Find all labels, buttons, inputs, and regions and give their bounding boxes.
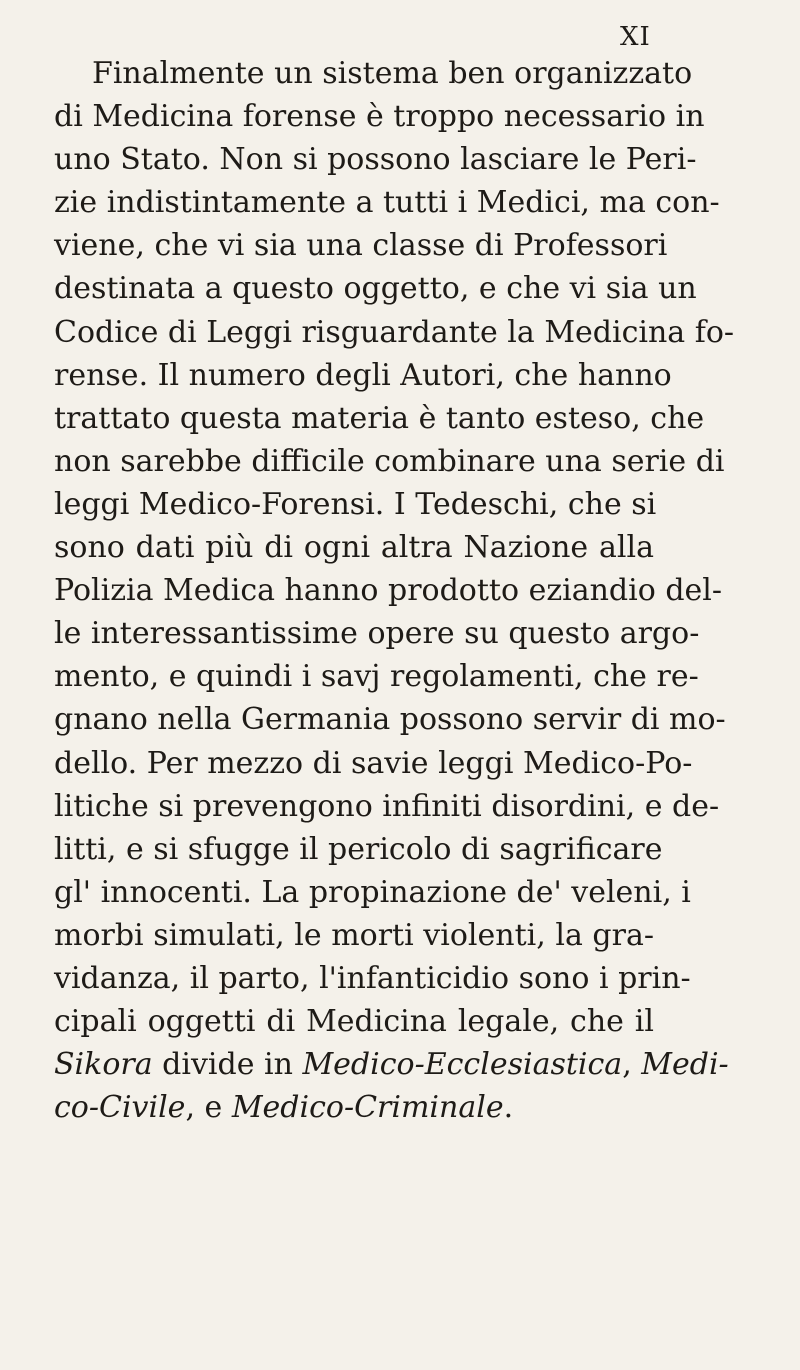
text-run: , e [185,1090,232,1126]
text-line: dello. Per mezzo di savie leggi Medico-Po- [54,745,693,781]
body-paragraph [54,52,735,1129]
author-name: Sikora [54,1047,153,1083]
text-line: morbi simulati, le morti violenti, la gra- [54,917,654,953]
term-italic: Medico-Ecclesiastica [302,1047,623,1083]
text-line: trattato questa materia è tanto esteso, che [54,400,705,436]
text-line: sono dati più di ogni altra Nazione alla [54,530,654,566]
page-number: XI [620,22,651,52]
text-line: le interessantissime opere su questo argo- [54,616,700,652]
term-italic: Medico-Criminale [231,1090,504,1126]
term-italic: co-Civile [54,1090,186,1126]
text-line: rense. Il numero degli Autori, che hanno [54,357,672,393]
text-line: uno Stato. Non si possono lasciare le Peri- [54,142,697,178]
text-line: destinata a questo oggetto, e che vi sia un [54,271,697,307]
text-line-mixed [54,1086,654,1129]
text-line: non sarebbe difficile combinare una serie di [54,443,725,479]
text-line: litti, e si sfugge il pericolo di sagrificare [54,831,663,867]
text-line: leggi Medico-Forensi. I Tedeschi, che si [54,486,657,522]
text-line: mento, e quindi i savj regolamenti, che re- [54,659,699,695]
text-line: zie indistintamente a tutti i Medici, ma con- [54,185,720,221]
text-line: viene, che vi sia una classe di Professori [54,228,668,264]
text-line: vidanza, il parto, l'infanticidio sono i prin- [54,960,691,996]
text-line-mixed [54,1043,729,1086]
text-run: . [503,1090,514,1126]
text-line: litiche si prevengono infiniti disordini, e de- [54,788,720,824]
text-line: Codice di Leggi risguardante la Medicina fo- [54,314,735,350]
text-run: , [622,1047,642,1083]
text-line: gl' innocenti. La propinazione de' veleni, i [54,874,691,910]
text-line: cipali oggetti di Medicina legale, che il [54,1004,654,1040]
text-line: Finalmente un sistema ben organizzato [92,56,693,91]
text-run: divide in [152,1047,303,1083]
text-line: Polizia Medica hanno prodotto eziandio del- [54,573,723,609]
text-line: di Medicina forense è troppo necessario in [54,99,705,135]
term-italic: Medi- [641,1047,729,1083]
text-line: gnano nella Germania possono servir di mo- [54,702,726,738]
